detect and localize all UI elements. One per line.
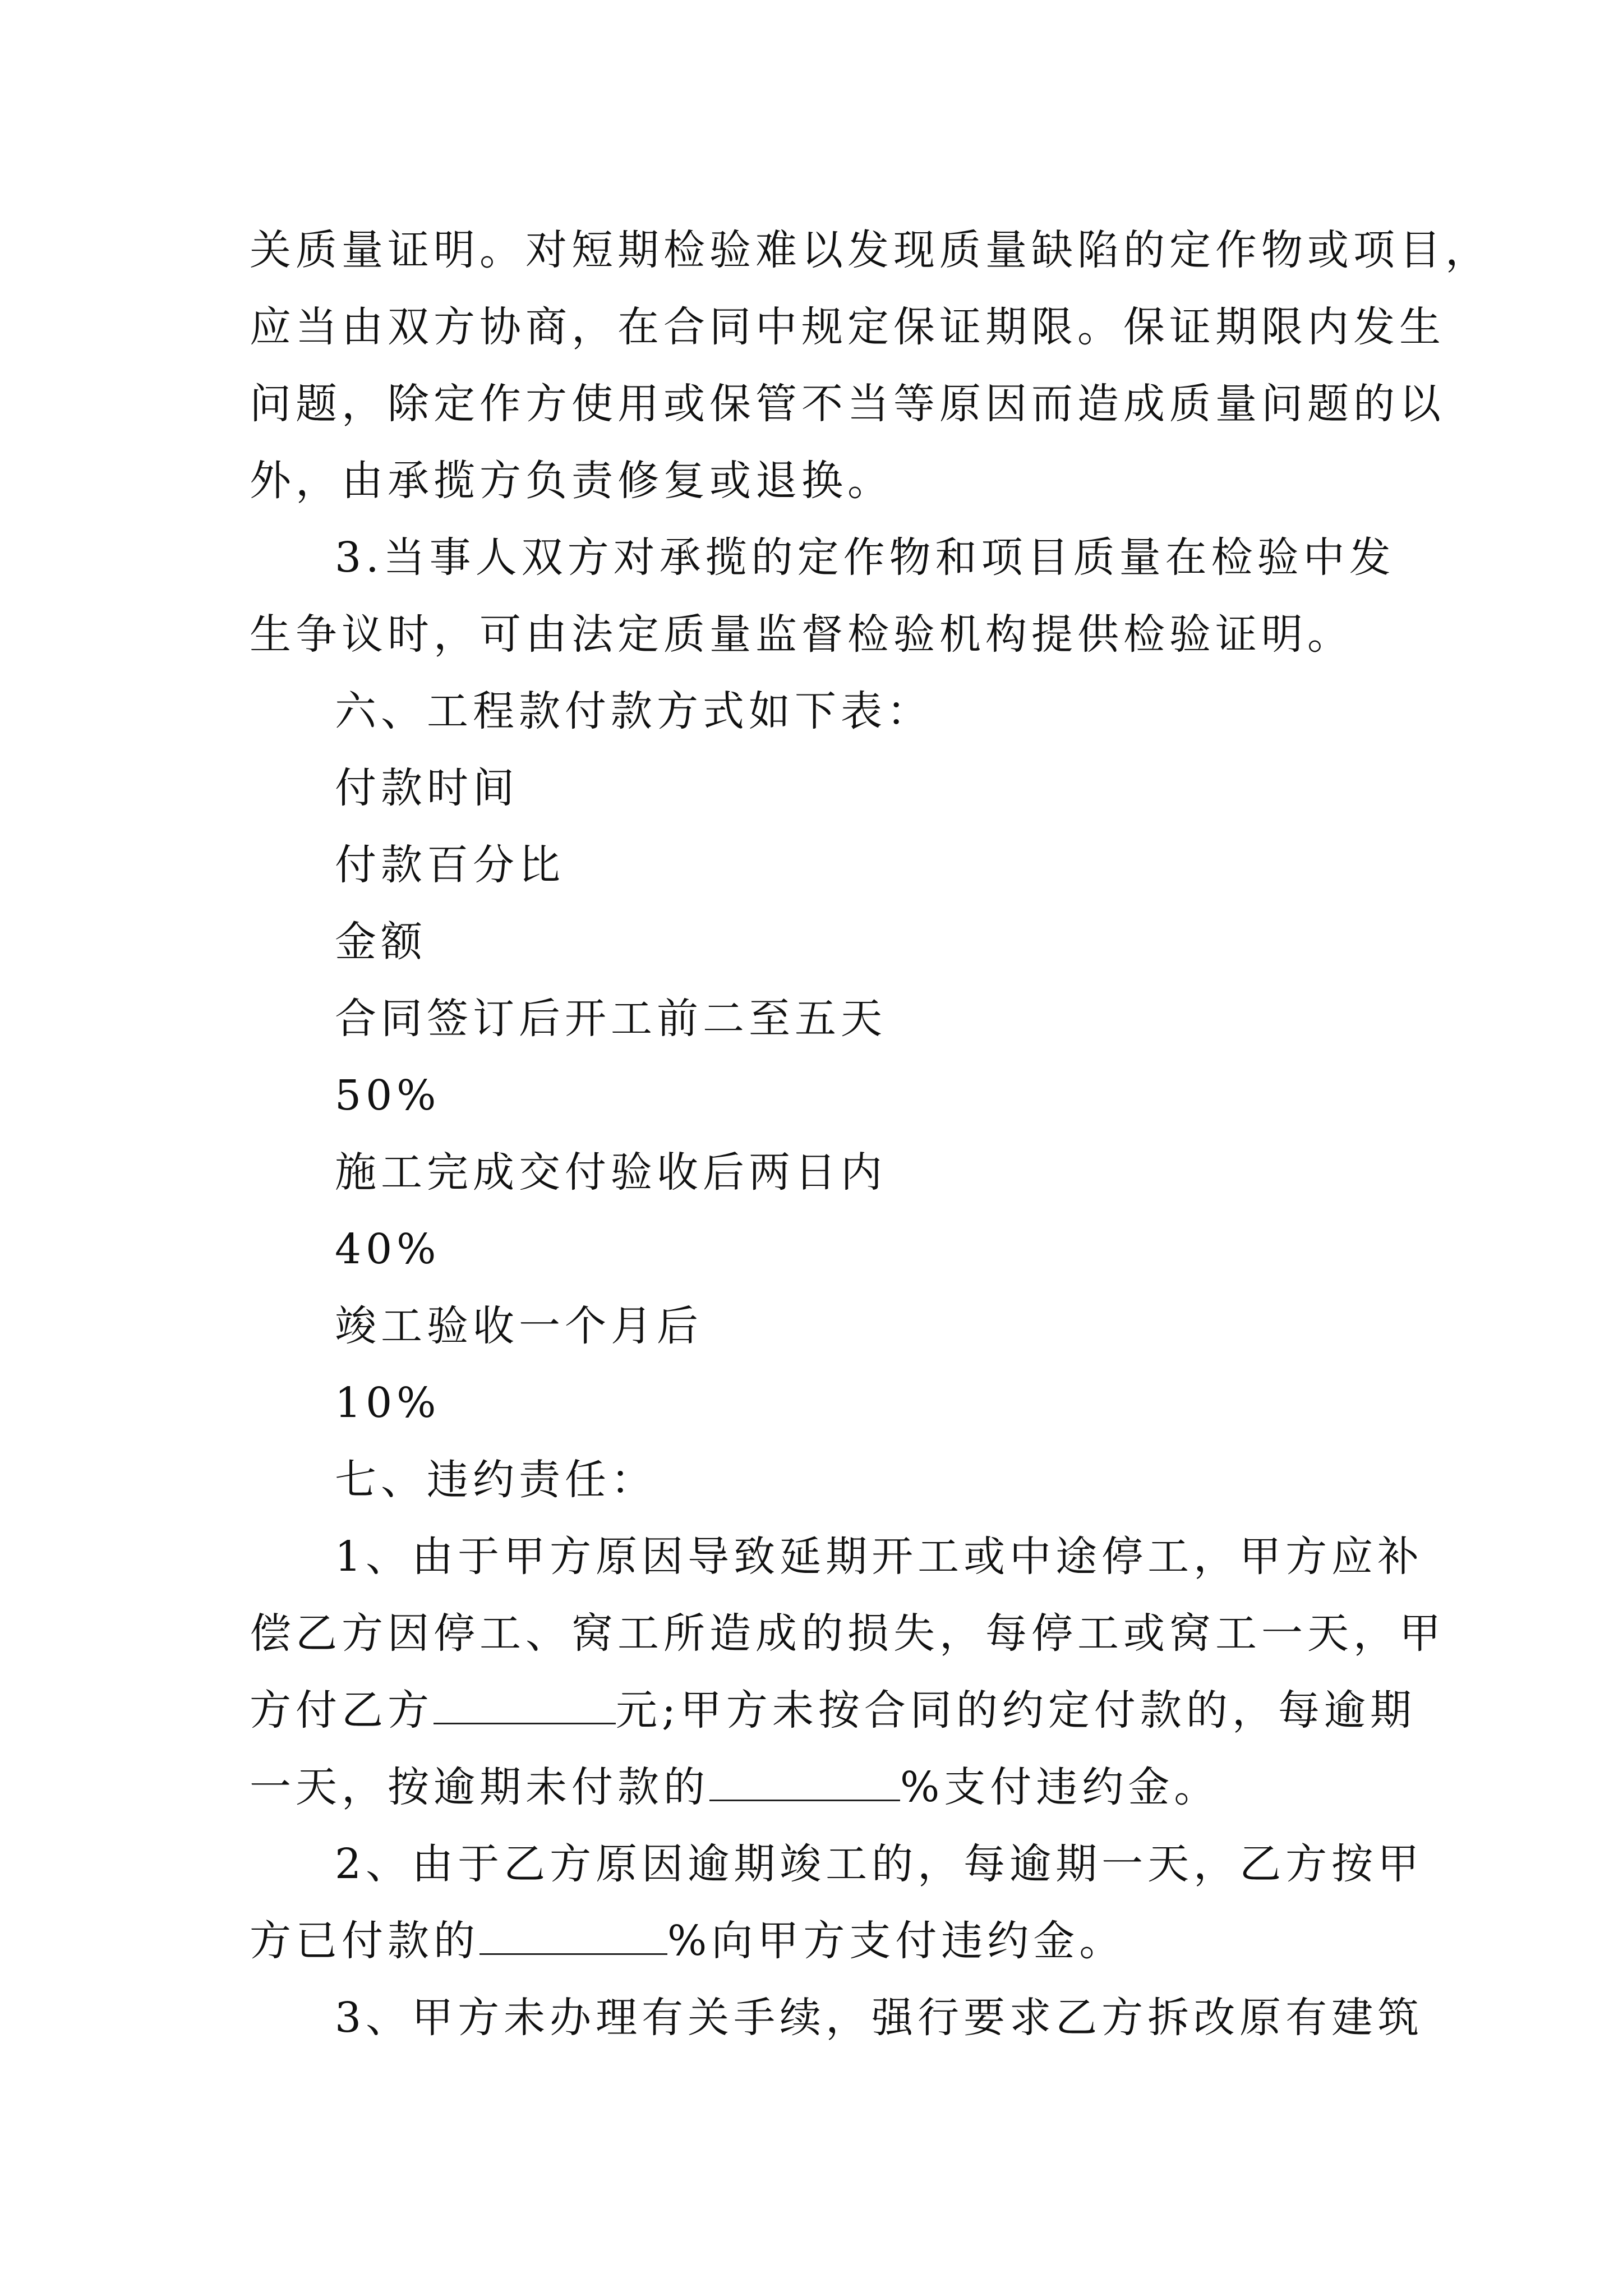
text-segment: 元;甲方未按合同的约定付款的，每逾期 [616, 1686, 1416, 1734]
payment-table-header-amount: 金额 [335, 918, 427, 966]
document-body [250, 212, 1491, 2056]
section-6-heading: 六、工程款付款方式如下表： [335, 687, 933, 735]
text-line-with-blank [250, 1903, 1444, 1980]
text-segment: 方已付款的 [250, 1917, 479, 1965]
payment-row-2-percent: 40% [335, 1225, 441, 1273]
text-line-with-blank [250, 1749, 1444, 1826]
payment-row-3-percent: 10% [335, 1379, 441, 1427]
payment-row-2-time: 施工完成交付验收后两日内 [335, 1148, 887, 1197]
clause-1-line: 1、由于甲方原因导致延期开工或中途停工，甲方应补 [335, 1533, 1424, 1581]
fill-in-blank[interactable] [479, 1914, 667, 1955]
payment-row-1-time: 合同签订后开工前二至五天 [335, 995, 887, 1043]
text-segment: 一天，按逾期未付款的 [250, 1763, 709, 1811]
payment-table-header-percent: 付款百分比 [335, 841, 565, 889]
text-line: 问题，除定作方使用或保管不当等原因而造成质量问题的以 [250, 380, 1445, 428]
payment-row-1-percent: 50% [335, 1071, 441, 1120]
text-line-with-blank [250, 1672, 1444, 1749]
text-line: 关质量证明。对短期检验难以发现质量缺陷的定作物或项目， [250, 226, 1491, 274]
text-line: 生争议时，可由法定质量监督检验机构提供检验证明。 [250, 610, 1353, 659]
fill-in-blank[interactable] [434, 1683, 616, 1724]
text-segment: %向甲方支付违约金。 [667, 1917, 1126, 1965]
text-line: 外，由承揽方负责修复或退换。 [250, 457, 893, 505]
payment-table-header-time: 付款时间 [335, 764, 519, 812]
text-segment: 方付乙方 [250, 1686, 434, 1734]
fill-in-blank[interactable] [709, 1760, 900, 1801]
section-7-heading: 七、违约责任： [335, 1456, 657, 1504]
clause-2-line: 2、由于乙方原因逾期竣工的，每逾期一天，乙方按甲 [335, 1840, 1424, 1888]
payment-row-3-time: 竣工验收一个月后 [335, 1302, 703, 1350]
text-segment: %支付违约金。 [900, 1763, 1220, 1811]
text-line: 应当由双方协商，在合同中规定保证期限。保证期限内发生 [250, 303, 1445, 351]
text-line: 偿乙方因停工、窝工所造成的损失，每停工或窝工一天，甲 [250, 1609, 1445, 1658]
clause-3-line: 3.当事人双方对承揽的定作物和项目质量在检验中发 [335, 533, 1395, 582]
clause-3-line: 3、甲方未办理有关手续，强行要求乙方拆改原有建筑 [335, 1994, 1424, 2042]
